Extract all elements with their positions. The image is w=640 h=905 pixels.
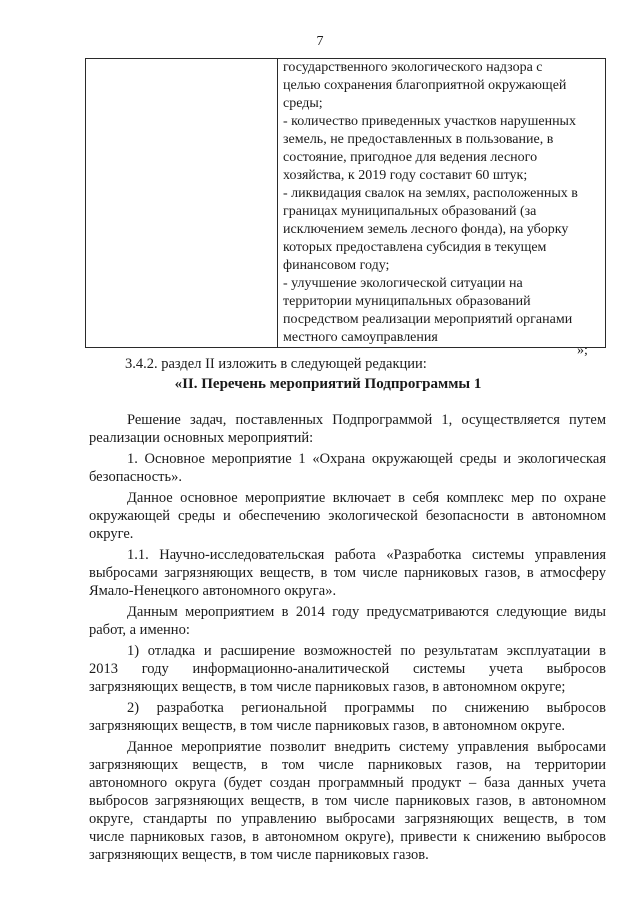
section-title: «II. Перечень мероприятий Подпрограммы 1: [174, 376, 482, 392]
text-line: 1.1. Научно-исследовательская работа «Разработка системы управления: [127, 547, 606, 563]
text-line: загрязняющих веществ, в том числе парниковых газов, в автономном округе;: [89, 679, 566, 695]
text-line: Решение задач, поставленных Подпрограммой 1, осуществляется путем: [127, 412, 606, 428]
text-line: Данным мероприятием в 2014 году предусматриваются следующие виды: [127, 604, 606, 620]
paragraph: [89, 411, 606, 447]
paragraph: [89, 603, 606, 639]
text-line: загрязняющих веществ, в том числе парниковых газов.: [89, 847, 429, 863]
table-line: среды;: [283, 96, 323, 111]
text-line: автономного округа (будет создан программный продукт – база данных учета: [89, 775, 606, 791]
text-line: округе, стандарты по управлению выбросами загрязняющих веществ, в том: [89, 811, 606, 827]
paragraph: [89, 642, 606, 696]
table-line: местного самоуправления: [283, 330, 438, 345]
table-line: финансовом году;: [283, 258, 390, 273]
text-line: Данное мероприятие позволит внедрить систему управления выбросами: [127, 739, 606, 755]
page-number: 7: [316, 34, 324, 49]
table-line: границах муниципальных образований (за: [283, 204, 537, 219]
table-line: государственного экологического надзора с: [283, 60, 543, 75]
table-line: - количество приведенных участков нарушенных: [283, 114, 576, 129]
table-line: - ликвидация свалок на землях, расположенных в: [283, 186, 578, 201]
text-line: Ямало-Ненецкого автономного округа».: [89, 583, 337, 599]
text-line: окружающей среды и обеспечению экологической безопасности в автономном: [89, 508, 606, 524]
table-line: целью сохранения благоприятной окружающей: [283, 78, 567, 93]
text-line: выбросами загрязняющих веществ, в том числе парниковых газов, в атмосферу: [89, 565, 606, 581]
text-line: загрязняющих веществ, в том числе парниковых газов, на территории: [89, 757, 606, 773]
table-row: [86, 59, 606, 348]
paragraph: [89, 450, 606, 486]
text-line: округе.: [89, 526, 134, 542]
paragraph: [89, 489, 606, 543]
table-cell-right: [278, 59, 606, 348]
table-line: хозяйства, к 2019 году составит 60 штук;: [283, 168, 528, 183]
text-line: работ, а именно:: [89, 622, 190, 638]
paragraph: [89, 546, 606, 600]
table-line: состояние, пригодное для ведения лесного: [283, 150, 538, 165]
table-line: - улучшение экологической ситуации на: [283, 276, 523, 291]
paragraph: [89, 699, 606, 735]
table-line: территории муниципальных образований: [283, 294, 531, 309]
text-line: 2) разработка региональной программы по снижению выбросов: [127, 700, 606, 716]
text-line: реализации основных мероприятий:: [89, 430, 314, 446]
text-line: 1) отладка и расширение возможностей по результатам эксплуатации в: [127, 643, 606, 659]
text-line: выбросов загрязняющих веществ, в том числе парниковых газов, в автономном: [89, 793, 606, 809]
text-line: 1. Основное мероприятие 1 «Охрана окружающей среды и экологическая: [127, 451, 606, 467]
text-line: Данное основное мероприятие включает в себя комплекс мер по охране: [127, 490, 606, 506]
table-line: которых предоставлена субсидия в текущем: [283, 240, 547, 255]
text-line: безопасность».: [89, 469, 182, 485]
text-line: числе парниковых газов, в автономном округе), привести к снижению выбросов: [89, 829, 606, 845]
continuation-table: [85, 58, 606, 348]
closing-quote: »;: [577, 343, 588, 358]
table-line: исключением земель лесного фонда), на уборку: [283, 222, 569, 237]
text-line: загрязняющих веществ, в том числе парниковых газов, в автономном округе.: [89, 718, 566, 734]
table-line: земель, не предоставленных в пользование, в: [283, 132, 554, 147]
body-text: [89, 411, 606, 867]
table-line: посредством реализации мероприятий органами: [283, 312, 573, 327]
amendment-line: 3.4.2. раздел II изложить в следующей редакции:: [125, 356, 427, 372]
paragraph: [89, 738, 606, 864]
text-line: 2013 году информационно-аналитической системы учета выбросов: [89, 661, 606, 677]
table-cell-left: [86, 59, 278, 348]
